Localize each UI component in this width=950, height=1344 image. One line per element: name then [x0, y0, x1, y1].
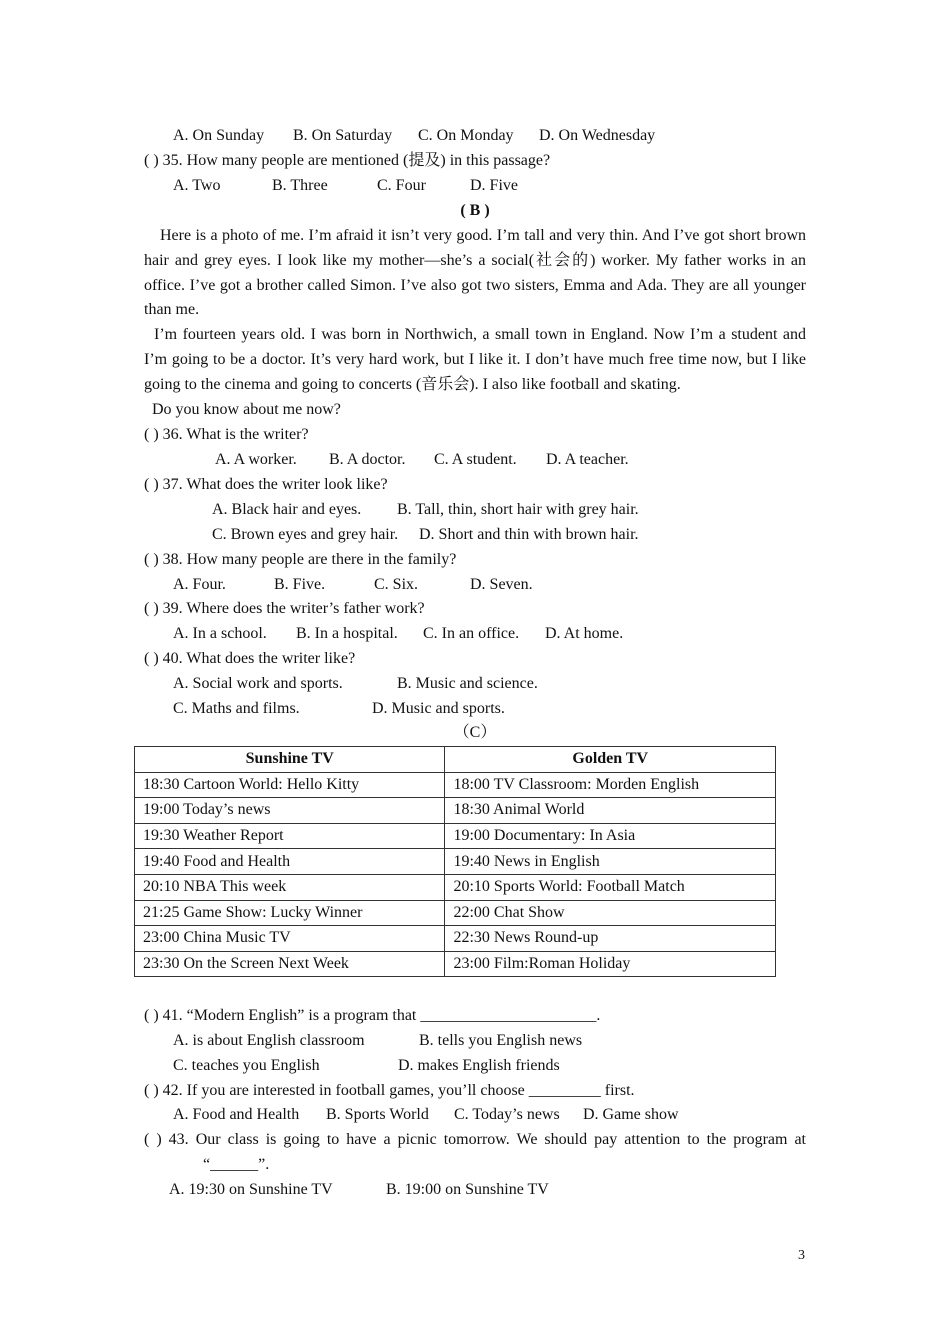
q41-option-a: A. is about English classroom — [173, 1032, 365, 1049]
q40-option-a: A. Social work and sports. — [173, 675, 343, 692]
q36-option-d: D. A teacher. — [546, 451, 629, 468]
section-b-paragraph-2: I’m fourteen years old. I was born in Northwich, a small town in England. Now I’m a student and I’m going to be a doctor. It’s very hard work, but I like it. I don’t have much free time now, but I like going to the cinema and going to concerts (音乐会). I also like football and skating. — [144, 326, 806, 393]
section-b-paragraph-1: Here is a photo of me. I’m afraid it isn’t very good. I’m tall and very thin. And I’ve got short brown hair and grey eyes. I look like my mother—she’s a social(社会的) worker. My father works in an office. I’ve got a brother called Simon. I’ve also got two sisters, Emma and Ada. They are all younger than me. — [144, 227, 806, 319]
q36-option-c: C. A student. — [434, 451, 517, 468]
q37-stem: ( ) 37. What does the writer look like? — [144, 476, 388, 493]
q41-option-c: C. teaches you English — [173, 1057, 320, 1074]
q36-stem: ( ) 36. What is the writer? — [144, 426, 309, 443]
table-cell: 20:10 Sports World: Football Match — [445, 874, 776, 900]
q38-option-b: B. Five. — [274, 576, 326, 593]
q43-stem-line-1: ( ) 43. Our class is going to have a picnic tomorrow. We should pay attention to the program at — [144, 1131, 806, 1148]
q39-option-b: B. In a hospital. — [296, 625, 398, 642]
section-c-heading: （C） — [453, 724, 497, 741]
table-cell: 23:00 Film:Roman Holiday — [445, 951, 776, 977]
q37-option-d: D. Short and thin with brown hair. — [419, 526, 639, 543]
q34-option-a: A. On Sunday — [173, 127, 265, 144]
table-header-row — [135, 747, 776, 773]
q35-option-d: D. Five — [470, 177, 518, 194]
tv-schedule-table — [134, 746, 776, 977]
table-cell: 19:30 Weather Report — [135, 823, 445, 849]
table-cell: 19:00 Documentary: In Asia — [445, 823, 776, 849]
table-row — [135, 874, 776, 900]
page-number: 3 — [798, 1248, 805, 1263]
q39-option-d: D. At home. — [545, 625, 624, 642]
q42-stem: ( ) 42. If you are interested in football games, you’ll choose _________ first. — [144, 1082, 635, 1099]
table-cell: 19:40 Food and Health — [135, 849, 445, 875]
table-row — [135, 926, 776, 952]
q43-option-a: A. 19:30 on Sunshine TV — [169, 1181, 333, 1198]
q39-option-c: C. In an office. — [423, 625, 520, 642]
table-cell: 22:00 Chat Show — [445, 900, 776, 926]
q38-stem: ( ) 38. How many people are there in the family? — [144, 551, 457, 568]
q35-stem: ( ) 35. How many people are mentioned (提及) in this passage? — [144, 152, 551, 169]
table-cell: 19:40 News in English — [445, 849, 776, 875]
table-cell: 20:10 NBA This week — [135, 874, 445, 900]
section-b-paragraph-3: Do you know about me now? — [152, 401, 341, 418]
q34-option-c: C. On Monday — [418, 127, 514, 144]
q41-stem: ( ) 41. “Modern English” is a program that ______________________. — [144, 1007, 601, 1024]
q38-option-a: A. Four. — [173, 576, 226, 593]
q42-option-a: A. Food and Health — [173, 1106, 300, 1123]
table-cell: 23:30 On the Screen Next Week — [135, 951, 445, 977]
q40-option-d: D. Music and sports. — [372, 700, 505, 717]
table-row — [135, 951, 776, 977]
table-header-golden-tv: Golden TV — [445, 747, 776, 773]
q41-option-d: D. makes English friends — [398, 1057, 560, 1074]
table-row — [135, 823, 776, 849]
q37-option-c: C. Brown eyes and grey hair. — [212, 526, 399, 543]
q40-stem: ( ) 40. What does the writer like? — [144, 650, 356, 667]
q36-option-a: A. A worker. — [215, 451, 297, 468]
q42-option-d: D. Game show — [583, 1106, 679, 1123]
q38-option-c: C. Six. — [374, 576, 419, 593]
table-cell: 19:00 Today’s news — [135, 798, 445, 824]
q34-option-b: B. On Saturday — [293, 127, 393, 144]
table-cell: 21:25 Game Show: Lucky Winner — [135, 900, 445, 926]
table-cell: 18:00 TV Classroom: Morden English — [445, 772, 776, 798]
q43-stem-line-2: “______”. — [203, 1156, 270, 1173]
q39-stem: ( ) 39. Where does the writer’s father work? — [144, 600, 425, 617]
q39-option-a: A. In a school. — [173, 625, 267, 642]
q43-option-b: B. 19:00 on Sunshine TV — [386, 1181, 549, 1198]
q42-option-b: B. Sports World — [326, 1106, 429, 1123]
q42-option-c: C. Today’s news — [454, 1106, 560, 1123]
q35-option-b: B. Three — [272, 177, 328, 194]
q35-option-c: C. Four — [377, 177, 426, 194]
q37-option-b: B. Tall, thin, short hair with grey hair. — [397, 501, 639, 518]
table-cell: 18:30 Cartoon World: Hello Kitty — [135, 772, 445, 798]
section-b-heading: ( B ) — [460, 202, 490, 219]
q37-option-a: A. Black hair and eyes. — [212, 501, 362, 518]
q34-option-d: D. On Wednesday — [539, 127, 656, 144]
table-cell: 23:00 China Music TV — [135, 926, 445, 952]
table-cell: 18:30 Animal World — [445, 798, 776, 824]
table-row — [135, 798, 776, 824]
table-cell: 22:30 News Round-up — [445, 926, 776, 952]
table-row — [135, 849, 776, 875]
table-header-sunshine-tv: Sunshine TV — [135, 747, 445, 773]
table-row — [135, 772, 776, 798]
q36-option-b: B. A doctor. — [329, 451, 406, 468]
q40-option-c: C. Maths and films. — [173, 700, 300, 717]
q40-option-b: B. Music and science. — [397, 675, 538, 692]
table-row — [135, 900, 776, 926]
q35-option-a: A. Two — [173, 177, 221, 194]
q38-option-d: D. Seven. — [470, 576, 533, 593]
q41-option-b: B. tells you English news — [419, 1032, 583, 1049]
